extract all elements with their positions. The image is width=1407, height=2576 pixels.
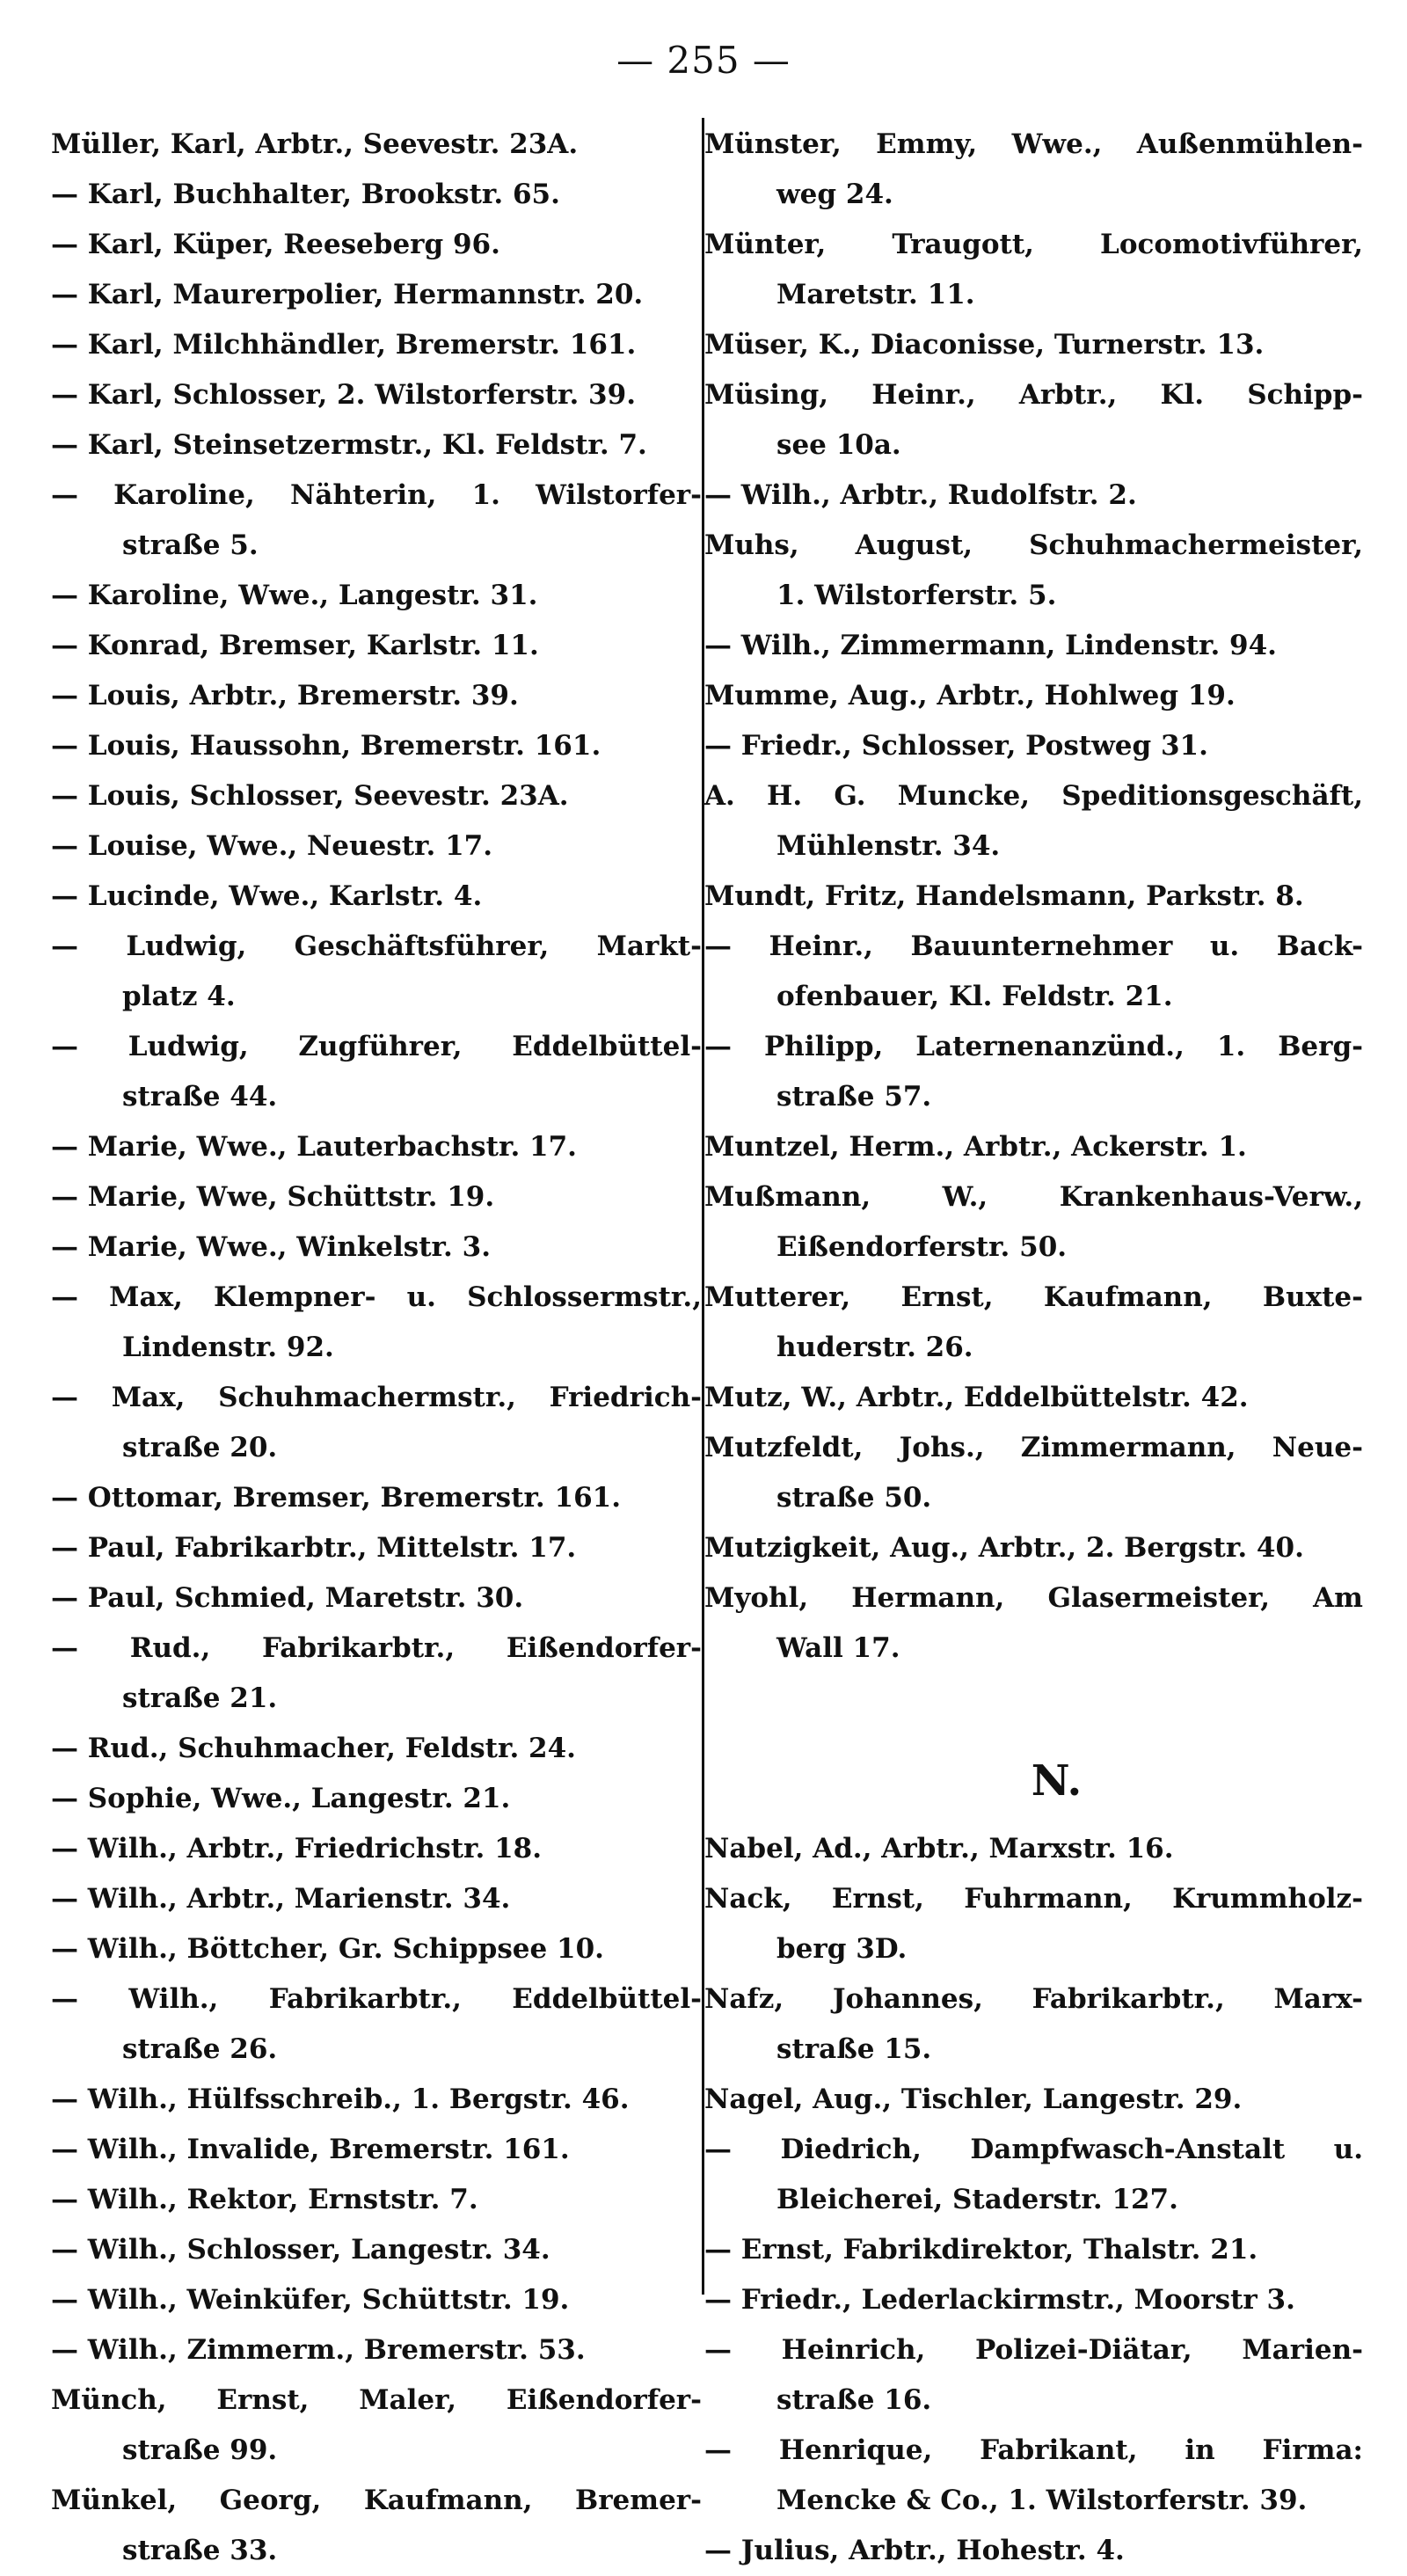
entry-line: — Max, Schuhmachermstr., Friedrich- — [51, 1382, 702, 1413]
entry-line: Münter, Traugott, Locomotivführer, — [704, 229, 1363, 260]
entry-line: Mumme, Aug., Arbtr., Hohlweg 19. — [704, 680, 1236, 712]
directory-entry — [51, 320, 702, 370]
entry-continuation-line: weg 24. — [776, 179, 893, 210]
directory-entry — [697, 1874, 1363, 1974]
directory-entry — [697, 621, 1363, 671]
entry-line: — Marie, Wwe, Schüttstr. 19. — [51, 1181, 495, 1213]
entry-line: — Heinr., Bauunternehmer u. Back- — [704, 930, 1363, 962]
entry-line: — Ludwig, Zugführer, Eddelbüttel- — [51, 1031, 702, 1062]
page-number: — 255 — — [616, 39, 791, 82]
entry-continuation-line: Mencke & Co., 1. Wilstorferstr. 39. — [776, 2485, 1308, 2516]
directory-entry — [697, 1122, 1363, 1172]
entry-line: — Wilh., Zimmerm., Bremerstr. 53. — [51, 2334, 586, 2366]
entry-line: — Sophie, Wwe., Langestr. 21. — [51, 1783, 511, 1814]
entry-line: Muntzel, Herm., Arbtr., Ackerstr. 1. — [704, 1131, 1247, 1163]
directory-entry — [51, 471, 702, 571]
entry-continuation-line: ofenbauer, Kl. Feldstr. 21. — [776, 981, 1173, 1012]
entry-line: Mutzigkeit, Aug., Arbtr., 2. Bergstr. 40. — [704, 1532, 1304, 1564]
directory-entry — [51, 2175, 702, 2225]
directory-entry — [51, 2125, 702, 2175]
entry-line: — Paul, Schmied, Maretstr. 30. — [51, 1582, 524, 1614]
directory-entry — [697, 2426, 1363, 2526]
directory-entry — [51, 1974, 702, 2075]
entry-line: — Karl, Küper, Reeseberg 96. — [51, 229, 500, 260]
directory-entry — [51, 2375, 702, 2476]
entry-continuation-line: Eißendorferstr. 50. — [776, 1231, 1068, 1263]
entry-continuation-line: straße 57. — [776, 1081, 932, 1113]
directory-entry — [51, 721, 702, 771]
section-letter: N. — [1031, 1756, 1083, 1806]
entry-line: — Paul, Fabrikarbtr., Mittelstr. 17. — [51, 1532, 577, 1564]
entry-line: — Philipp, Laternenanzünd., 1. Berg- — [704, 1031, 1363, 1062]
directory-entry — [697, 2125, 1363, 2225]
entry-continuation-line: platz 4. — [122, 981, 236, 1012]
entry-line: — Karl, Schlosser, 2. Wilstorferstr. 39. — [51, 379, 636, 411]
entry-continuation-line: 1. Wilstorferstr. 5. — [776, 580, 1057, 611]
entry-line: — Wilh., Rektor, Ernststr. 7. — [51, 2184, 478, 2215]
entry-line: — Heinrich, Polizei-Diätar, Marien- — [704, 2334, 1363, 2366]
entry-line: — Ludwig, Geschäftsführer, Markt- — [51, 930, 702, 962]
directory-entry — [51, 370, 702, 420]
directory-entry — [51, 2325, 702, 2375]
entry-continuation-line: straße 44. — [122, 1081, 278, 1113]
entry-line: — Karl, Steinsetzermstr., Kl. Feldstr. 7. — [51, 429, 647, 461]
entry-line: Mutzfeldt, Johs., Zimmermann, Neue- — [704, 1432, 1363, 1463]
entry-line: — Marie, Wwe., Winkelstr. 3. — [51, 1231, 491, 1263]
directory-entry — [51, 821, 702, 872]
entry-line: — Wilh., Weinküfer, Schüttstr. 19. — [51, 2284, 570, 2316]
entry-line: — Konrad, Bremser, Karlstr. 11. — [51, 630, 539, 661]
directory-entry — [697, 1974, 1363, 2075]
entry-line: — Wilh., Arbtr., Friedrichstr. 18. — [51, 1833, 543, 1864]
directory-entry — [697, 471, 1363, 521]
directory-entry — [51, 1573, 702, 1624]
entry-line: — Wilh., Invalide, Bremerstr. 161. — [51, 2134, 570, 2165]
directory-entry — [51, 170, 702, 220]
directory-entry — [697, 320, 1363, 370]
m-entries-group — [697, 120, 1363, 1674]
entry-line: Müser, K., Diaconisse, Turnerstr. 13. — [704, 329, 1265, 361]
directory-entry — [697, 1523, 1363, 1573]
entry-continuation-line: straße 21. — [122, 1682, 278, 1714]
entry-continuation-line: Lindenstr. 92. — [122, 1332, 334, 1363]
entry-line: — Wilh., Arbtr., Rudolfstr. 2. — [704, 479, 1137, 511]
entry-line: Nagel, Aug., Tischler, Langestr. 29. — [704, 2083, 1243, 2115]
entry-continuation-line: straße 15. — [776, 2033, 932, 2065]
directory-entry — [51, 2075, 702, 2125]
directory-entry — [51, 1824, 702, 1874]
directory-entry — [51, 922, 702, 1022]
directory-entry — [697, 721, 1363, 771]
entry-line: — Karoline, Nähterin, 1. Wilstorfer- — [51, 479, 702, 511]
directory-entry — [51, 1523, 702, 1573]
entry-line: — Wilh., Hülfsschreib., 1. Bergstr. 46. — [51, 2083, 630, 2115]
directory-entry — [697, 1423, 1363, 1523]
directory-entry — [51, 120, 702, 170]
directory-entry — [697, 1172, 1363, 1273]
directory-entry — [51, 1774, 702, 1824]
entry-continuation-line: straße 5. — [122, 529, 259, 561]
entry-line: — Karoline, Wwe., Langestr. 31. — [51, 580, 538, 611]
directory-entry — [51, 1874, 702, 1924]
directory-entry — [51, 671, 702, 721]
n-entries-group — [697, 1824, 1363, 2576]
directory-entry — [697, 2275, 1363, 2325]
entry-line: — Wilh., Arbtr., Marienstr. 34. — [51, 1883, 511, 1915]
directory-entry — [51, 1273, 702, 1373]
directory-entry — [51, 2275, 702, 2325]
entry-line: Mutz, W., Arbtr., Eddelbüttelstr. 42. — [704, 1382, 1249, 1413]
entry-line: Münster, Emmy, Wwe., Außenmühlen- — [704, 128, 1363, 160]
entry-line: — Marie, Wwe., Lauterbachstr. 17. — [51, 1131, 577, 1163]
entry-continuation-line: see 10a. — [776, 429, 901, 461]
left-column — [51, 120, 702, 2576]
entry-continuation-line: straße 99. — [122, 2434, 278, 2466]
directory-entry — [51, 1022, 702, 1122]
directory-entry — [51, 1122, 702, 1172]
entry-line: — Ottomar, Bremser, Bremerstr. 161. — [51, 1482, 622, 1514]
section-heading-n — [697, 1724, 1363, 1824]
directory-entry — [697, 1824, 1363, 1874]
directory-entry — [697, 872, 1363, 922]
directory-entry — [51, 2476, 702, 2576]
directory-entry — [697, 2075, 1363, 2125]
entry-continuation-line: Wall 17. — [776, 1632, 900, 1664]
entry-line: — Lucinde, Wwe., Karlstr. 4. — [51, 880, 483, 912]
directory-entry — [51, 621, 702, 671]
entry-line: Nack, Ernst, Fuhrmann, Krummholz- — [704, 1883, 1363, 1915]
entry-line: — Wilh., Böttcher, Gr. Schippsee 10. — [51, 1933, 604, 1965]
entry-line: — Diedrich, Dampfwasch-Anstalt u. — [704, 2134, 1363, 2165]
directory-entry — [697, 2325, 1363, 2426]
directory-entry — [697, 2225, 1363, 2275]
entry-continuation-line: straße 26. — [122, 2033, 278, 2065]
directory-entry — [697, 1373, 1363, 1423]
entry-line: Nabel, Ad., Arbtr., Marxstr. 16. — [704, 1833, 1174, 1864]
entry-line: — Karl, Maurerpolier, Hermannstr. 20. — [51, 279, 644, 310]
entry-line: Mundt, Fritz, Handelsmann, Parkstr. 8. — [704, 880, 1304, 912]
entry-line: — Henrique, Fabrikant, in Firma: — [704, 2434, 1363, 2466]
directory-entry — [51, 1222, 702, 1273]
directory-entry — [697, 521, 1363, 621]
directory-entry — [697, 1022, 1363, 1122]
directory-entry — [51, 1473, 702, 1523]
entry-line: Müsing, Heinr., Arbtr., Kl. Schipp- — [704, 379, 1363, 411]
entry-line: Müller, Karl, Arbtr., Seevestr. 23A. — [51, 128, 579, 160]
directory-entry — [51, 220, 702, 270]
entry-line: Mußmann, W., Krankenhaus-Verw., — [704, 1181, 1363, 1213]
entry-line: — Wilh., Schlosser, Langestr. 34. — [51, 2234, 550, 2266]
entry-line: — Louis, Haussohn, Bremerstr. 161. — [51, 730, 601, 762]
entry-line: Mutterer, Ernst, Kaufmann, Buxte- — [704, 1281, 1363, 1313]
entry-line: Muhs, August, Schuhmachermeister, — [704, 529, 1363, 561]
directory-entry — [697, 220, 1363, 320]
directory-entry — [51, 2225, 702, 2275]
directory-entry — [697, 370, 1363, 471]
entry-line: — Max, Klempner- u. Schlossermstr., — [51, 1281, 702, 1313]
entry-line: — Louis, Arbtr., Bremerstr. 39. — [51, 680, 519, 712]
directory-entry — [51, 1724, 702, 1774]
entry-line: — Julius, Arbtr., Hohestr. 4. — [704, 2535, 1125, 2566]
directory-entry — [697, 671, 1363, 721]
entry-continuation-line: berg 3D. — [776, 1933, 908, 1965]
entry-line: — Karl, Buchhalter, Brookstr. 65. — [51, 179, 560, 210]
directory-entry — [697, 922, 1363, 1022]
entry-line: Nafz, Johannes, Fabrikarbtr., Marx- — [704, 1983, 1363, 2015]
entry-continuation-line: straße 16. — [776, 2384, 932, 2416]
entry-continuation-line: straße 33. — [122, 2535, 278, 2566]
directory-entry — [697, 120, 1363, 220]
directory-entry — [51, 1924, 702, 1974]
directory-entry — [697, 1573, 1363, 1674]
directory-entry — [697, 2526, 1363, 2576]
entry-line: Münkel, Georg, Kaufmann, Bremer- — [51, 2485, 702, 2516]
section-gap — [697, 1674, 1363, 1724]
entry-continuation-line: Maretstr. 11. — [776, 279, 975, 310]
entry-line: — Karl, Milchhändler, Bremerstr. 161. — [51, 329, 637, 361]
directory-entry — [51, 771, 702, 821]
entry-continuation-line: straße 50. — [776, 1482, 932, 1514]
entry-continuation-line: huderstr. 26. — [776, 1332, 973, 1363]
directory-entry — [51, 571, 702, 621]
right-column — [697, 120, 1363, 2576]
directory-entry — [51, 1624, 702, 1724]
entry-continuation-line: Bleicherei, Staderstr. 127. — [776, 2184, 1178, 2215]
entry-line: — Ernst, Fabrikdirektor, Thalstr. 21. — [704, 2234, 1258, 2266]
entry-continuation-line: Mühlenstr. 34. — [776, 830, 1001, 862]
entry-continuation-line: straße 20. — [122, 1432, 278, 1463]
directory-entry — [51, 420, 702, 471]
entry-line: — Rud., Fabrikarbtr., Eißendorfer- — [51, 1632, 702, 1664]
directory-entry — [51, 270, 702, 320]
entry-line: — Rud., Schuhmacher, Feldstr. 24. — [51, 1733, 576, 1764]
entry-line: — Friedr., Schlosser, Postweg 31. — [704, 730, 1208, 762]
entry-line: Myohl, Hermann, Glasermeister, Am — [704, 1582, 1363, 1614]
entry-line: — Wilh., Zimmermann, Lindenstr. 94. — [704, 630, 1277, 661]
directory-entry — [697, 771, 1363, 872]
directory-entry — [697, 1273, 1363, 1373]
entry-line: — Wilh., Fabrikarbtr., Eddelbüttel- — [51, 1983, 702, 2015]
entry-line: — Friedr., Lederlackirmstr., Moorstr 3. — [704, 2284, 1295, 2316]
directory-entry — [51, 872, 702, 922]
entry-line: — Louis, Schlosser, Seevestr. 23A. — [51, 780, 569, 812]
entry-line: Münch, Ernst, Maler, Eißendorfer- — [51, 2384, 702, 2416]
directory-entry — [51, 1373, 702, 1473]
entry-line: A. H. G. Muncke, Speditionsgeschäft, — [704, 780, 1363, 812]
directory-entry — [51, 1172, 702, 1222]
entry-line: — Louise, Wwe., Neuestr. 17. — [51, 830, 493, 862]
